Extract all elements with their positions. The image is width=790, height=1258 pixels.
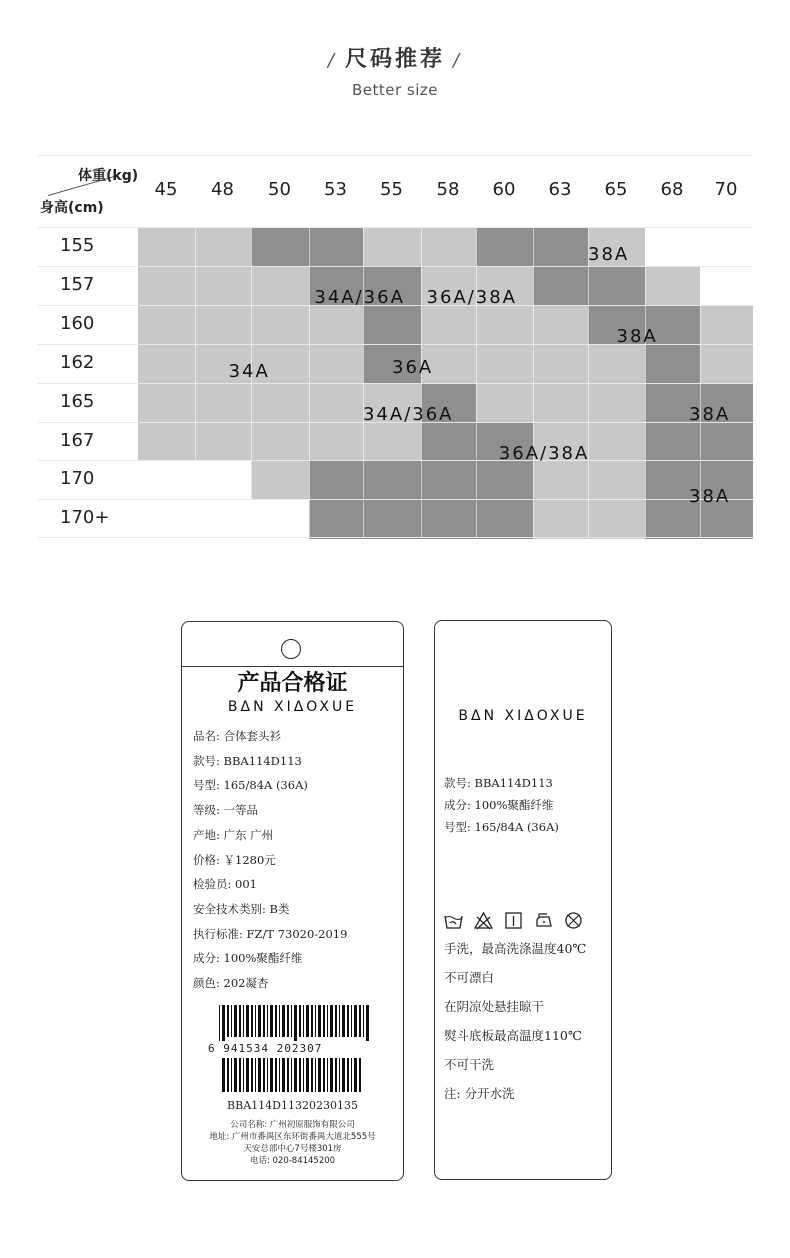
code128-barcode: [222, 1058, 362, 1096]
chart-cell: [645, 344, 700, 383]
weight-header: 70: [714, 179, 738, 200]
chart-column-line: [421, 227, 422, 538]
chart-cell: [195, 383, 251, 422]
tag-back-material: 成分: 100%聚酯纤维: [444, 798, 554, 812]
care-bleach: 不可漂白: [444, 970, 495, 985]
chart-cell: [421, 422, 476, 461]
chart-cell: [363, 499, 421, 538]
size-recommendation-label: 36A/38A: [498, 442, 590, 464]
height-row-label: 170+: [60, 507, 110, 529]
chart-cell: [195, 499, 251, 538]
chart-cell: [138, 383, 195, 422]
care-note: 注: 分开水洗: [444, 1086, 515, 1101]
chart-cell: [645, 266, 700, 305]
chart-cell: [588, 460, 645, 499]
chart-cell: [251, 422, 309, 461]
tag-front-safety-category: 安全技术类别: B类: [193, 901, 290, 916]
size-recommendation-label: 34A: [228, 361, 270, 383]
brand-logo: BΔN XIΔOXUE: [227, 699, 358, 715]
chart-cell: [588, 499, 645, 538]
chart-cell: [476, 227, 533, 266]
height-row-label: 160: [60, 312, 95, 334]
hang-dry-icon: [504, 911, 523, 930]
chart-cell: [138, 266, 195, 305]
chart-column-line: [309, 227, 310, 538]
chart-column-line: [645, 227, 646, 538]
chart-cell: [588, 266, 645, 305]
chart-cell: [476, 305, 533, 344]
no-bleach-icon: [474, 911, 493, 930]
weight-header: 48: [211, 179, 234, 200]
chart-cell: [138, 499, 195, 538]
company-address-2: 天安总部中心7号楼301房: [243, 1144, 342, 1154]
company-name: 公司名称: 广州初原服饰有限公司: [230, 1120, 355, 1130]
tag-back-size: 号型: 165/84A (36A): [444, 820, 559, 834]
weight-header: 53: [324, 179, 347, 200]
page-subtitle: Better size: [351, 81, 439, 99]
chart-column-line: [588, 227, 589, 538]
ean-digits: 6 941534 202307: [208, 1042, 323, 1055]
chart-cell: [533, 460, 588, 499]
tag-front-standard: 执行标准: FZ/T 73020-2019: [193, 926, 348, 941]
chart-cell: [138, 227, 195, 266]
chart-cell: [421, 460, 476, 499]
height-row-label: 155: [60, 235, 95, 256]
chart-cell: [363, 460, 421, 499]
chart-gridline: [38, 155, 753, 156]
chart-column-line: [533, 227, 534, 538]
chart-cell: [588, 422, 645, 461]
chart-cell: [309, 383, 363, 422]
height-row-label: 167: [60, 429, 95, 451]
weight-header: 63: [548, 179, 572, 200]
weight-header: 68: [660, 179, 684, 200]
tag-front-inspector: 检验员: 001: [193, 877, 257, 892]
size-recommendation-label: 38A: [616, 326, 658, 348]
chart-cell: [700, 422, 753, 461]
chart-cell: [533, 499, 588, 538]
page-title: 尺码推荐: [344, 47, 445, 72]
height-row-label: 165: [60, 390, 95, 412]
weight-header: 65: [604, 179, 628, 200]
tag-front-product-name: 品名: 合体套头衫: [193, 729, 282, 743]
tag-hole-icon: [281, 639, 301, 659]
chart-cell: [421, 499, 476, 538]
chart-cell: [533, 383, 588, 422]
tag-front-grade: 等级: 一等品: [193, 803, 259, 818]
no-dry-clean-icon: [564, 911, 583, 930]
chart-cell: [533, 266, 588, 305]
chart-cell: [195, 422, 251, 461]
chart-cell: [138, 344, 195, 383]
height-row-label: 170: [60, 468, 95, 490]
weight-header: 55: [380, 179, 403, 200]
tag-front-color: 颜色: 202凝杏: [193, 976, 269, 990]
height-row-label: 157: [60, 273, 95, 295]
tag-front-style-number: 款号: BBA114D113: [193, 753, 302, 768]
chart-cell: [700, 344, 753, 383]
chart-column-line: [476, 227, 477, 538]
chart-cell: [309, 499, 363, 538]
chart-cell: [700, 305, 753, 344]
chart-cell: [251, 227, 309, 266]
brand-logo: BΔN XIΔOXUE: [458, 708, 588, 724]
weight-header: 50: [268, 179, 291, 200]
chart-cell: [309, 227, 363, 266]
product-code: BBA114D11320230135: [227, 1099, 358, 1112]
chart-cell: [363, 227, 421, 266]
height-row-label: 162: [60, 351, 95, 373]
hand-wash-icon: [444, 911, 463, 930]
care-dry: 在阴凉处悬挂晾干: [444, 999, 545, 1014]
chart-cell: [195, 460, 251, 499]
tag-front-size-number: 号型: 165/84A (36A): [193, 778, 308, 793]
chart-cell: [533, 305, 588, 344]
chart-cell: [476, 460, 533, 499]
ean-barcode: [219, 1005, 369, 1041]
chart-cell: [138, 305, 195, 344]
size-recommendation-label: 36A/38A: [426, 287, 517, 309]
chart-cell: [700, 227, 753, 266]
care-dry-clean: 不可干洗: [444, 1057, 495, 1072]
chart-cell: [195, 266, 251, 305]
certificate-title: 产品合格证: [237, 670, 348, 696]
chart-cell: [363, 422, 421, 461]
chart-cell: [251, 305, 309, 344]
weight-header: 58: [436, 179, 460, 200]
weight-header: 60: [492, 179, 516, 200]
chart-cell: [645, 422, 700, 461]
chart-cell: [195, 227, 251, 266]
chart-cell: [309, 460, 363, 499]
chart-cell: [251, 266, 309, 305]
chart-cell: [251, 460, 309, 499]
chart-cell: [309, 344, 363, 383]
chart-cell: [588, 344, 645, 383]
tag-back-style: 款号: BBA114D113: [444, 776, 553, 790]
chart-column-line: [363, 227, 364, 538]
tag-front-price: 价格: ￥1280元: [193, 852, 276, 867]
chart-cell: [588, 383, 645, 422]
size-recommendation-label: 38A: [689, 485, 731, 507]
slash-left: /: [327, 50, 337, 71]
chart-cell: [309, 305, 363, 344]
chart-cell: [309, 422, 363, 461]
size-recommendation-label: 34A/36A: [363, 403, 454, 425]
height-axis-label: 身高(cm): [40, 200, 104, 216]
size-recommendation-label: 36A: [392, 357, 434, 379]
chart-cell: [138, 422, 195, 461]
chart-cell: [251, 383, 309, 422]
chart-cell: [363, 305, 421, 344]
size-recommendation-label: 34A/36A: [314, 287, 405, 309]
certificate-tag-front: [181, 621, 404, 1181]
care-tag-back: [434, 620, 612, 1180]
size-recommendation-label: 38A: [689, 403, 731, 425]
weight-axis-label: 体重(kg): [78, 168, 139, 184]
chart-cell: [421, 305, 476, 344]
care-iron: 熨斗底板最高温度110℃: [444, 1028, 582, 1043]
chart-cell: [700, 266, 753, 305]
slash-right: /: [453, 50, 463, 71]
chart-column-line: [251, 227, 252, 538]
iron-icon: [534, 911, 553, 930]
company-phone: 电话: 020-84145200: [249, 1156, 336, 1166]
section-header: [0, 42, 790, 99]
chart-cell: [476, 344, 533, 383]
size-recommendation-label: 38A: [588, 244, 630, 266]
company-address: 地址: 广州市番禺区东环街番禺大道北555号: [209, 1132, 376, 1142]
chart-column-line: [195, 227, 196, 538]
care-wash: 手洗，最高洗涤温度40℃: [444, 941, 587, 956]
tag-front-material: 成分: 100%聚酯纤维: [193, 951, 303, 966]
size-chart: [38, 155, 753, 538]
chart-cell: [421, 227, 476, 266]
company-info: [182, 1119, 403, 1167]
chart-cell: [195, 305, 251, 344]
chart-cell: [476, 499, 533, 538]
chart-cell: [476, 383, 533, 422]
chart-cell: [645, 227, 700, 266]
chart-cell: [251, 499, 309, 538]
chart-cell: [138, 460, 195, 499]
chart-cell: [533, 344, 588, 383]
chart-cell: [533, 227, 588, 266]
care-icons: [444, 911, 583, 930]
weight-header: 45: [154, 179, 178, 200]
tag-front-origin: 产地: 广东 广州: [193, 827, 274, 842]
